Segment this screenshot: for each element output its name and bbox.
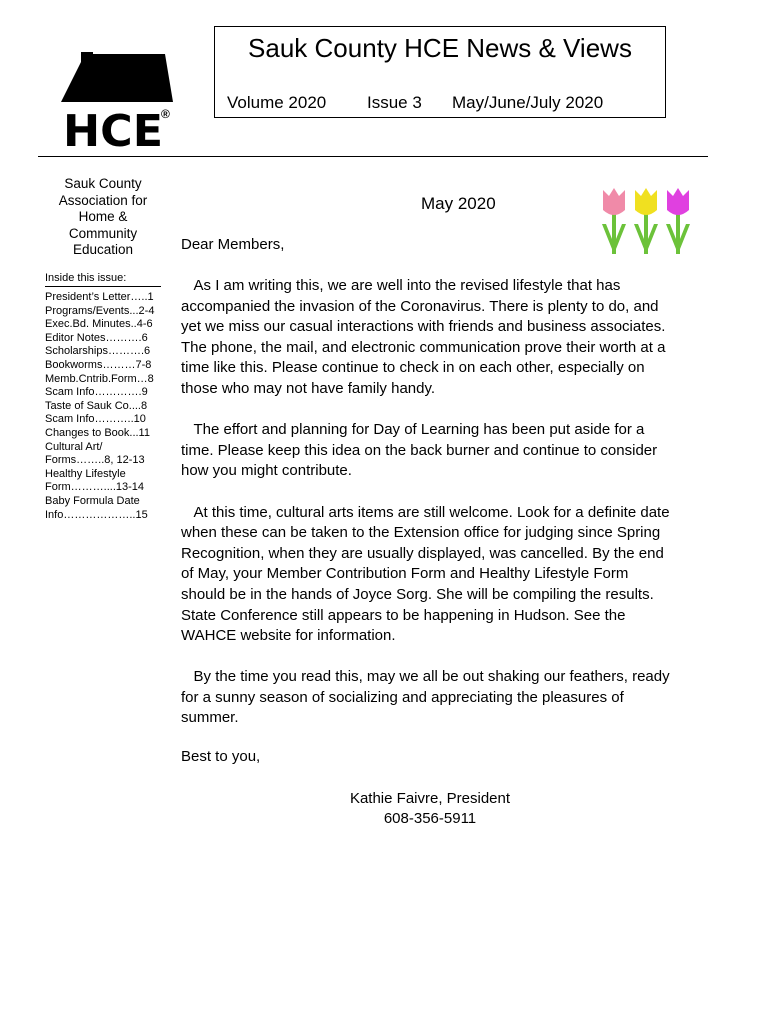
org-line: Home & — [78, 209, 128, 224]
volume-label: Volume 2020 — [227, 93, 327, 112]
logo-text: HCE — [63, 106, 163, 150]
tulips-clipart — [596, 184, 696, 258]
letter-body — [181, 276, 673, 750]
tulip-icon — [634, 188, 658, 254]
table-of-contents — [45, 291, 163, 522]
tulip-icon — [666, 188, 690, 254]
toc-item: Cultural Art/ — [45, 440, 103, 453]
letter-paragraph: At this time, cultural arts items are still welcome. Look for a definite date when these can be taken to the Extension office for judging since Spring Recognition, when they are usually displayed, was cancelled. By the end of May, your Member Contribution Form and Healthy Lifestyle Form should be in the hands of Joyce Sorg. She will be compiling the results. State Conference still appears to be happening in Hudson. See the WAHCE website for information. — [181, 503, 670, 645]
org-line: Sauk County — [64, 176, 142, 191]
tulip-icon — [602, 188, 626, 254]
toc-item: Info………………..15 — [45, 508, 148, 521]
letter-paragraph: The effort and planning for Day of Learning has been put aside for a time. Please keep this idea on the back burner and continue to consider how you might contribute. — [181, 421, 658, 480]
hce-logo — [55, 50, 175, 150]
toc-item: Scam Info………..10 — [45, 413, 146, 426]
toc-item: Scholarships……….6 — [45, 345, 151, 358]
registered-mark: ® — [161, 107, 170, 121]
toc-item: President’s Letter…..1 — [45, 291, 154, 303]
toc-item: Taste of Sauk Co....8 — [45, 399, 148, 412]
toc-item: Memb.Cntrib.Form…8 — [45, 372, 154, 385]
signature-phone: 608-356-5911 — [383, 810, 477, 827]
org-line: Association for — [58, 192, 148, 208]
inside-issue-heading: Inside this issue: — [45, 272, 161, 287]
toc-item: Forms……..8, 12-13 — [45, 454, 145, 467]
letter-closing: Best to you, — [181, 748, 261, 765]
header-divider — [38, 156, 708, 157]
organization-name — [44, 176, 162, 259]
issue-label: Issue 3 — [367, 93, 422, 112]
toc-item: Scam Info………….9 — [45, 386, 148, 399]
signature-name: Kathie Faivre, President — [349, 790, 511, 807]
toc-item: Programs/Events...2-4 — [45, 304, 155, 317]
months-label: May/June/July 2020 — [452, 93, 604, 112]
toc-item: Exec.Bd. Minutes..4-6 — [45, 318, 153, 331]
toc-item: Changes to Book...11 — [45, 426, 150, 439]
org-line: Education — [72, 242, 134, 257]
letter-date: May 2020 — [421, 194, 496, 213]
toc-item: Editor Notes……….6 — [45, 331, 148, 344]
org-line: Community — [68, 225, 138, 241]
toc-item: Form………....13-14 — [45, 481, 145, 494]
toc-item: Baby Formula Date — [45, 494, 140, 507]
toc-item: Healthy Lifestyle — [45, 467, 126, 480]
toc-item: Bookworms………7-8 — [45, 358, 152, 371]
letter-paragraph: By the time you read this, may we all be out shaking our feathers, ready for a sunny season of socializing and appreciating the pleasures of summer. — [181, 668, 670, 727]
newsletter-title: Sauk County HCE News & Views — [248, 33, 632, 63]
letter-salutation: Dear Members, — [181, 236, 285, 253]
letter-paragraph: As I am writing this, we are well into the revised lifestyle that has accompanied the invasion of the Coronavirus. There is plenty to do, and yet we miss our casual interactions with friends and business associates. The phone, the mail, and electronic communication prove their worth at a time like this. Please continue to check in on each other, especially on those who may not have family handy. — [181, 277, 666, 397]
masthead — [214, 26, 666, 118]
